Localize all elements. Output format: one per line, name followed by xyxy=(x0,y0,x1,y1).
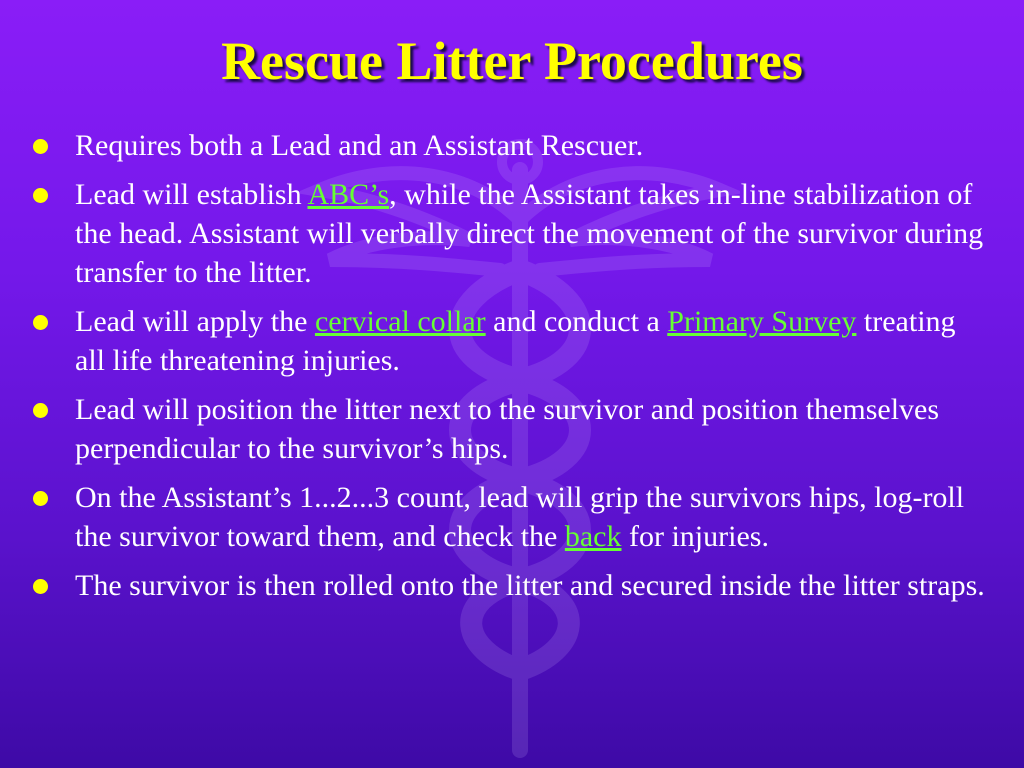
bullet-text: Lead will establish xyxy=(75,178,308,211)
bullet-dot-icon xyxy=(33,188,48,203)
bullet-item xyxy=(30,302,990,380)
bullet-item xyxy=(30,175,990,292)
bullet-text: The survivor is then rolled onto the litter and secured inside the litter straps. xyxy=(75,569,985,602)
bullet-list xyxy=(30,126,990,615)
bullet-text: Requires both a Lead and an Assistant Rescuer. xyxy=(75,129,644,162)
bullet-item xyxy=(30,566,990,605)
bullet-dot-icon xyxy=(33,491,48,506)
slide-title: Rescue Litter Procedures xyxy=(221,31,803,91)
bullet-text: On the Assistant’s 1...2...3 count, lead will grip the survivors hips, log-roll the survivor toward them, and check the xyxy=(75,481,965,553)
hyperlink[interactable]: cervical collar xyxy=(314,305,486,338)
bullet-dot-icon xyxy=(33,315,48,330)
bullet-item xyxy=(30,126,990,165)
bullet-text: treating all life threatening injuries. xyxy=(75,305,956,377)
bullet-dot-icon xyxy=(33,403,48,418)
bullet-text: Lead will apply the xyxy=(75,305,315,338)
bullet-dot-icon xyxy=(33,139,48,154)
bullet-item xyxy=(30,390,990,468)
bullet-text: , while the Assistant takes in-line stabilization of the head. Assistant will verbally direct the movement of the survivor during transfer to the litter. xyxy=(75,178,984,289)
bullet-item xyxy=(30,478,990,556)
bullet-text: and conduct a xyxy=(485,305,668,338)
bullet-text: for injuries. xyxy=(621,520,769,553)
hyperlink[interactable]: ABC’s xyxy=(307,178,390,211)
hyperlink[interactable]: back xyxy=(564,520,622,553)
bullet-text: Lead will position the litter next to the survivor and position themselves perpendicular to the survivor’s hips. xyxy=(75,393,940,465)
bullet-dot-icon xyxy=(33,579,48,594)
hyperlink[interactable]: Primary Survey xyxy=(667,305,857,338)
